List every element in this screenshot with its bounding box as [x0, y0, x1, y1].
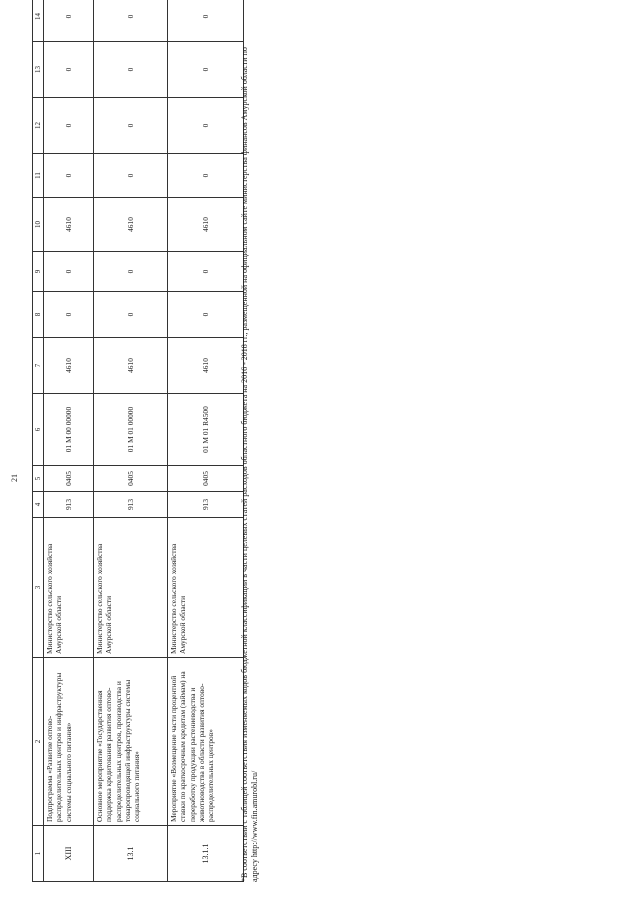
cell-grbs: 913 — [94, 492, 168, 518]
cell-value: 0 — [44, 252, 94, 292]
footnote: *В соответствии с таблицей соответствия изменяемых кодов бюджетной классификации в части целевых статей расходов областного бюджета на 2016 - 2018 гг., размещенной на официальном сайте министерства финансов Амурской области по адресу http://www.fin.amurobl.ru/ — [240, 47, 259, 882]
cell-value: 0 — [44, 98, 94, 154]
cell-value: 0 — [94, 292, 168, 338]
col-header: 6 — [33, 394, 44, 466]
row-name: Основное мероприятие «Государственная поддержка кредитования развития оптово-распределительных центров, производства и товаропроводящей инфраструктуры системы социального питания» — [94, 658, 168, 826]
col-header: 1 — [33, 826, 44, 882]
cell-total: 4610 — [168, 338, 244, 394]
cell-csr: 01 M 01 00000 — [94, 394, 168, 466]
cell-value: 0 — [94, 252, 168, 292]
row-number: 13.1 — [94, 826, 168, 882]
cell-value: 0 — [94, 98, 168, 154]
cell-value: 0 — [168, 252, 244, 292]
col-header: 5 — [33, 466, 44, 492]
cell-value: 0 — [44, 292, 94, 338]
cell-rzpr: 0405 — [44, 466, 94, 492]
cell-grbs: 913 — [168, 492, 244, 518]
cell-value: 4610 — [44, 198, 94, 252]
table-row — [168, 0, 244, 882]
page-number: 21 — [10, 474, 19, 482]
col-header: 2 — [33, 658, 44, 826]
row-name: Мероприятие «Возмещение части процентной ставки по краткосрочным кредитам (займам) на переработку продукции растениеводства и животноводства в области развития оптово-распределительных центров» — [168, 658, 244, 826]
cell-value: 4610 — [94, 198, 168, 252]
table-row — [94, 0, 168, 882]
row-agency: Министерство сельского хозяйства Амурской области — [44, 518, 94, 658]
cell-value: 0 — [44, 154, 94, 198]
col-header: 14 — [33, 0, 44, 42]
col-header: 12 — [33, 98, 44, 154]
cell-value: 0 — [168, 42, 244, 98]
cell-value: 0 — [44, 42, 94, 98]
row-number: 13.1.1 — [168, 826, 244, 882]
col-header: 7 — [33, 338, 44, 394]
cell-value: 0 — [168, 98, 244, 154]
column-number-row — [33, 0, 44, 882]
col-header: 9 — [33, 252, 44, 292]
cell-csr: 01 M 01 R4500 — [168, 394, 244, 466]
cell-value: 0 — [44, 0, 94, 42]
cell-csr: 01 M 00 00000 — [44, 394, 94, 466]
cell-grbs: 913 — [44, 492, 94, 518]
row-agency: Министерство сельского хозяйства Амурской области — [168, 518, 244, 658]
row-agency: Министерство сельского хозяйства Амурской области — [94, 518, 168, 658]
row-name: Подпрограмма «Развитие оптово-распределительных центров и инфраструктуры системы социального питания» — [44, 658, 94, 826]
col-header: 3 — [33, 518, 44, 658]
cell-value: 0 — [168, 292, 244, 338]
row-number: XIII — [44, 826, 94, 882]
cell-total: 4610 — [44, 338, 94, 394]
col-header: 13 — [33, 42, 44, 98]
budget-table — [32, 0, 244, 882]
col-header: 4 — [33, 492, 44, 518]
cell-rzpr: 0405 — [168, 466, 244, 492]
col-header: 10 — [33, 198, 44, 252]
cell-value: 0 — [168, 0, 244, 42]
cell-value: 0 — [168, 154, 244, 198]
col-header: 11 — [33, 154, 44, 198]
cell-value: 0 — [94, 42, 168, 98]
rotated-page — [10, 13, 259, 882]
cell-value: 0 — [94, 0, 168, 42]
col-header: 8 — [33, 292, 44, 338]
cell-value: 0 — [94, 154, 168, 198]
cell-rzpr: 0405 — [94, 466, 168, 492]
table-row — [44, 0, 94, 882]
cell-total: 4610 — [94, 338, 168, 394]
cell-value: 4610 — [168, 198, 244, 252]
